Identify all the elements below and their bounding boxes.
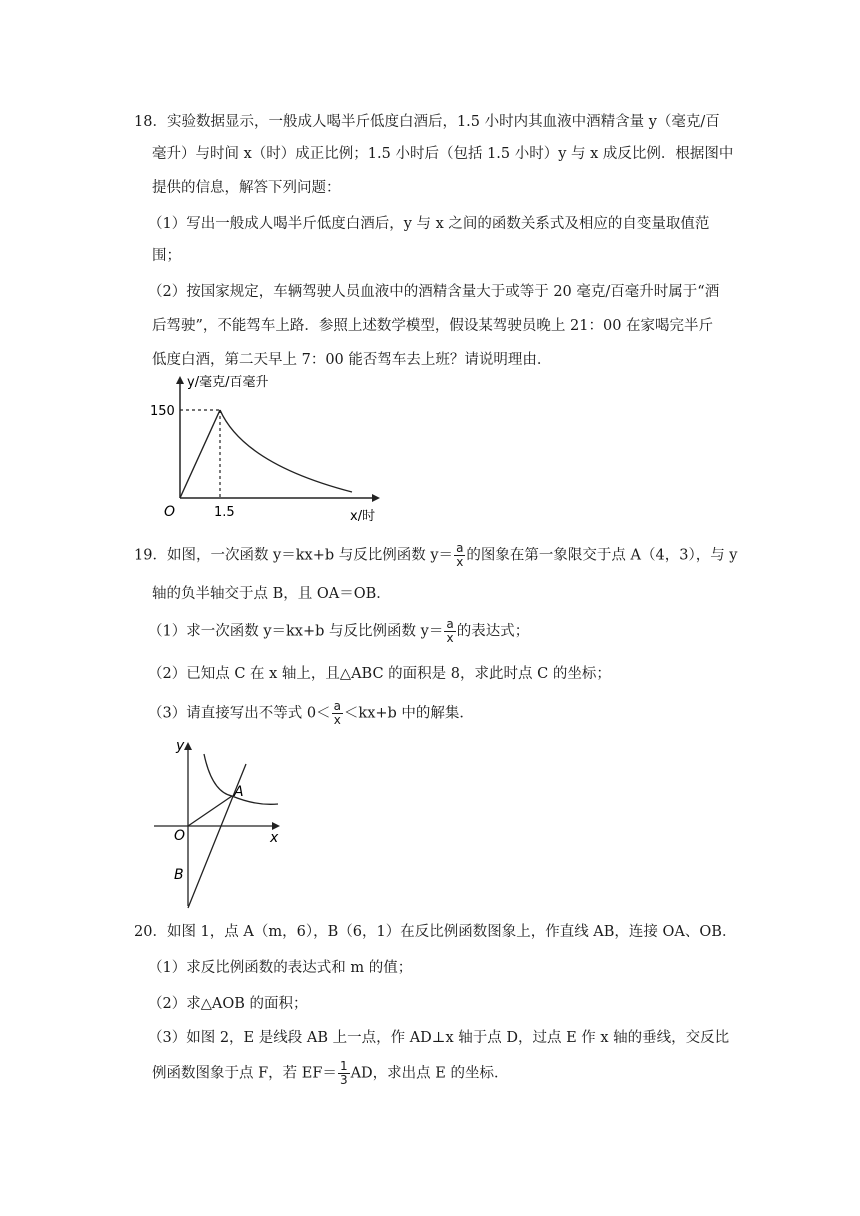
q18-part-2-cont: 后驾驶”，不能驾车上路．参照上述数学模型，假设某驾驶员晚上 21：00 在家喝完半斤 xyxy=(152,318,714,334)
q18-alcohol-graph xyxy=(140,370,390,530)
q19-part-3a: （3）请直接写出不等式 0＜ xyxy=(148,705,331,722)
x-axis-label: x/时 xyxy=(350,509,376,524)
frac-numerator: 1 xyxy=(339,1059,348,1073)
frac-one-third xyxy=(338,1060,350,1087)
q19-part-1a: （1）求一次函数 y＝kx+b 与反比例函数 y＝ xyxy=(148,623,444,640)
frac-a-over-x xyxy=(454,542,465,569)
frac-denominator: x xyxy=(456,555,464,569)
x-axis-arrow xyxy=(372,494,380,502)
frac-numerator: a xyxy=(333,699,341,713)
decay-curve xyxy=(220,410,352,492)
q19-part-3b: ＜kx+b 中的解集． xyxy=(343,705,474,722)
q18-line-2: 毫升）与时间 x（时）成正比例；1.5 小时后（包括 1.5 小时）y 与 x 成反比例．根据图中 xyxy=(152,146,734,162)
rising-segment xyxy=(180,410,220,498)
q19-part-1b: 的表达式； xyxy=(456,623,530,640)
x-axis-arrow xyxy=(272,822,280,830)
q18-part-1-cont: 围； xyxy=(152,248,181,264)
q18-line-3: 提供的信息，解答下列问题： xyxy=(152,180,341,196)
origin-label: O xyxy=(174,828,186,844)
q20-part-3a: 例函数图象于点 F，若 EF＝ xyxy=(152,1065,337,1082)
q18-part-2-cont2: 低度白酒，第二天早上 7：00 能否驾车去上班？请说明理由． xyxy=(152,352,552,368)
segment-OA xyxy=(188,796,232,826)
q18-part-2: （2）按国家规定，车辆驾驶人员血液中的酒精含量大于或等于 20 毫克/百毫升时属于“酒 xyxy=(148,284,720,300)
frac-denominator: 3 xyxy=(339,1073,348,1087)
frac-denominator: x xyxy=(446,631,454,645)
q19-line-2: 轴的负半轴交于点 B，且 OA＝OB． xyxy=(152,586,391,602)
y-label: y xyxy=(176,738,185,754)
q19-part-3 xyxy=(148,700,474,727)
q20-part-3b: AD，求出点 E 的坐标． xyxy=(350,1065,509,1082)
y-axis-arrow xyxy=(176,376,184,384)
q20-part-3-cont xyxy=(152,1060,508,1087)
q20-part-1: （1）求反比例函数的表达式和 m 的值； xyxy=(148,960,413,976)
q20-part-3: （3）如图 2，E 是线段 AB 上一点，作 AD⊥x 轴于点 D，过点 E 作 x 轴的垂线，交反比 xyxy=(148,1030,730,1046)
q19-part-1 xyxy=(148,618,529,645)
q18-line-1: 18．实验数据显示，一般成人喝半斤低度白酒后，1.5 小时内其血液中酒精含量 y（毫克/百 xyxy=(134,114,720,130)
q20-line-1: 20．如图 1，点 A（m，6），B（6，1）在反比例函数图象上，作直线 AB，连接 OA、OB． xyxy=(134,924,737,940)
q19-function-graph xyxy=(148,734,288,910)
y-tick-150: 150 xyxy=(150,404,175,419)
frac-numerator: a xyxy=(456,541,464,555)
q20-part-2: （2）求△AOB 的面积； xyxy=(148,996,308,1012)
frac-numerator: a xyxy=(446,617,454,631)
q19-line-1a: 19．如图，一次函数 y＝kx+b 与反比例函数 y＝ xyxy=(134,547,454,564)
point-A-label: A xyxy=(234,784,244,800)
q19-line-1 xyxy=(134,542,738,569)
y-axis-label: y/毫克/百毫升 xyxy=(187,375,269,390)
origin-label: O xyxy=(164,504,176,520)
x-label: x xyxy=(270,830,279,846)
y-axis-arrow xyxy=(184,742,192,750)
frac-denominator: x xyxy=(333,713,341,727)
x-tick-1-5: 1.5 xyxy=(214,505,235,520)
frac-a-over-x xyxy=(444,618,455,645)
frac-a-over-x xyxy=(332,700,343,727)
point-B-label: B xyxy=(174,867,184,883)
q18-part-1: （1）写出一般成人喝半斤低度白酒后，y 与 x 之间的函数关系式及相应的自变量取值范 xyxy=(148,216,710,232)
q19-line-1b: 的图象在第一象限交于点 A（4，3），与 y xyxy=(466,547,738,564)
q19-part-2: （2）已知点 C 在 x 轴上，且△ABC 的面积是 8，求此时点 C 的坐标； xyxy=(148,666,611,682)
